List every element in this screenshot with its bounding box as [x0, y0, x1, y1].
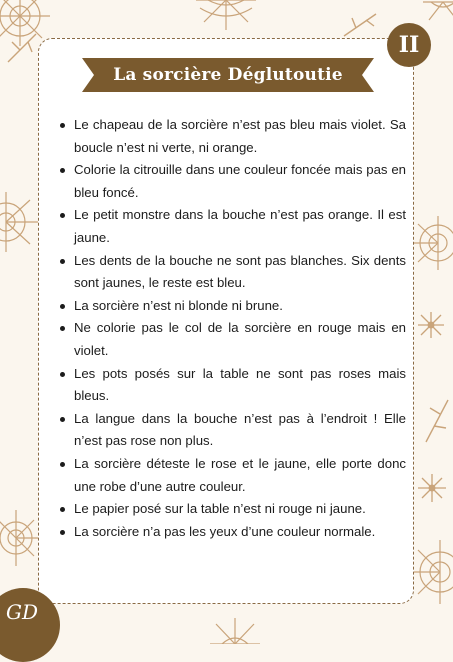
list-item: Le papier posé sur la table n’est ni rouge ni jaune.: [58, 498, 406, 521]
page-title: La sorcière Déglutoutie: [113, 65, 343, 85]
list-item: Le petit monstre dans la bouche n’est pas orange. Il est jaune.: [58, 204, 406, 249]
spider-decoration-right: [418, 312, 444, 338]
brand-logo-text: GD: [6, 600, 39, 624]
clue-list: [58, 114, 406, 543]
spiderweb-decoration-top-center: [196, 0, 256, 30]
spiderweb-decoration-left: [0, 192, 38, 252]
page-number-badge: II: [387, 23, 431, 67]
title-banner: [82, 58, 374, 92]
list-item: Les pots posés sur la table ne sont pas roses mais bleus.: [58, 363, 406, 408]
spiderweb-decoration-bottom-left: [0, 510, 40, 566]
list-item: Ne colorie pas le col de la sorcière en rouge mais en violet.: [58, 317, 406, 362]
list-item: Les dents de la bouche ne sont pas blanches. Six dents sont jaunes, le reste est bleu.: [58, 250, 406, 295]
spiderweb-decoration-bottom-right: [410, 540, 453, 604]
twig-decoration-top-right: [340, 10, 380, 40]
list-item: La sorcière n’est ni blonde ni brune.: [58, 295, 406, 318]
list-item: La sorcière déteste le rose et le jaune, elle porte donc une robe d’une autre couleur.: [58, 453, 406, 498]
spiderweb-decoration-right: [412, 216, 453, 270]
list-item: La langue dans la bouche n’est pas à l’endroit ! Elle n’est pas rose non plus.: [58, 408, 406, 453]
twig-decoration-right: [420, 396, 453, 446]
spiderweb-decoration-bottom-center: [210, 614, 260, 644]
twig-decoration-top-left: [2, 28, 42, 68]
list-item: Colorie la citrouille dans une couleur foncée mais pas en bleu foncé.: [58, 159, 406, 204]
list-item: La sorcière n’a pas les yeux d’une couleur normale.: [58, 521, 406, 544]
spider-decoration-bottom-right: [418, 474, 446, 502]
list-item: Le chapeau de la sorcière n’est pas bleu mais violet. Sa boucle n’est ni verte, ni orange.: [58, 114, 406, 159]
spiderweb-decoration-top-right: [423, 0, 453, 24]
